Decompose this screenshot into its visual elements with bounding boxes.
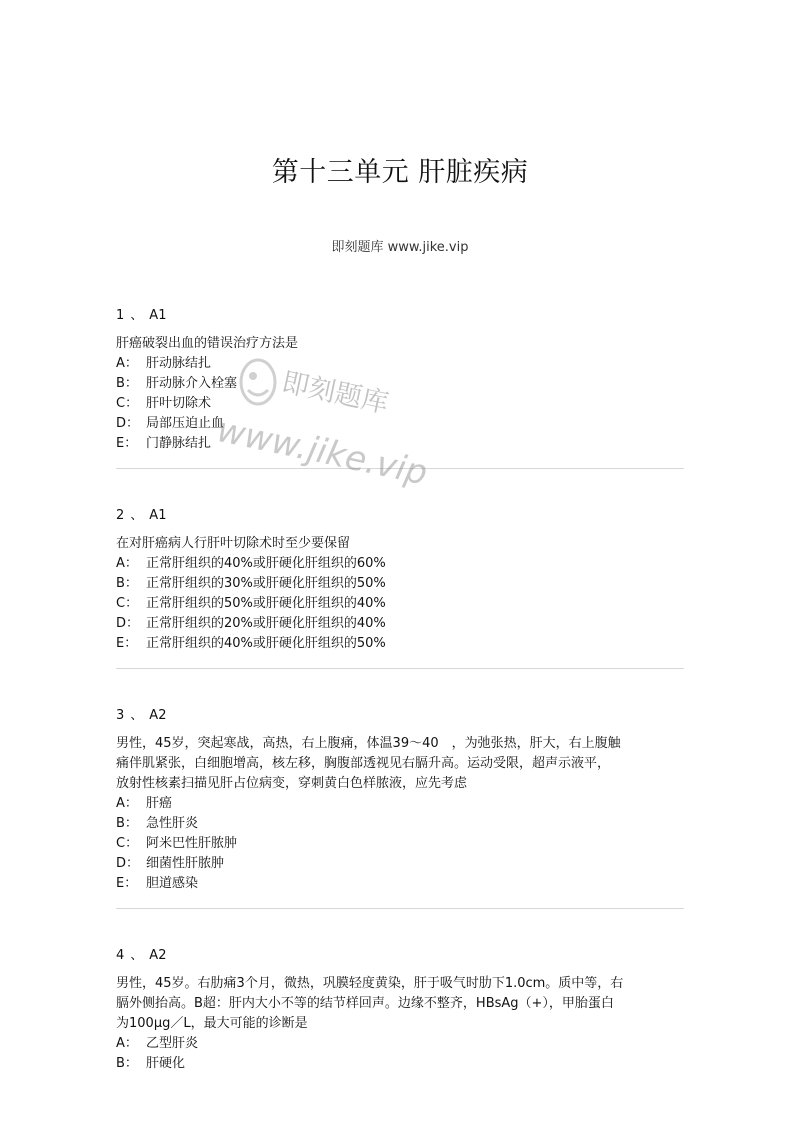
option-d: [116, 414, 686, 434]
option-text: 胆道感染: [146, 876, 199, 891]
question-stem: 肝癌破裂出血的错误治疗方法是: [116, 336, 299, 351]
question-type: A2: [149, 948, 167, 963]
option-label: A：: [116, 796, 138, 811]
option-text: 乙型肝炎: [146, 1036, 199, 1051]
option-text: 肝硬化: [146, 1056, 186, 1071]
option-label: D：: [116, 616, 140, 631]
question-number: 4: [116, 948, 125, 963]
question-header: [116, 946, 686, 966]
option-text: 肝癌: [146, 796, 173, 811]
option-label: D：: [116, 856, 140, 871]
question-stem: 在对肝癌病人行肝叶切除术时至少要保留: [116, 536, 351, 551]
option-c: [116, 394, 686, 414]
question-number: 2: [116, 508, 125, 523]
question-separator: 、: [130, 948, 144, 963]
question-separator: 、: [130, 708, 144, 723]
option-text: 急性肝炎: [146, 816, 199, 831]
option-c: [116, 834, 686, 854]
option-text: 局部压迫止血: [146, 416, 225, 431]
question-separator: 、: [130, 508, 144, 523]
question-type: A1: [149, 508, 167, 523]
option-e: [116, 634, 686, 654]
question-stem-line: 膈外侧抬高。B超：肝内大小不等的结节样回声。边缘不整齐，HBsAg（+），甲胎蛋白: [116, 996, 614, 1011]
option-text: 细菌性肝脓肿: [146, 856, 225, 871]
option-c: [116, 594, 686, 614]
question-stem-line: 放射性核素扫描见肝占位病变，穿刺黄白色样脓液，应先考虑: [116, 776, 468, 791]
question-number: 3: [116, 708, 125, 723]
option-d: [116, 614, 686, 634]
option-text: 肝动脉介入栓塞: [146, 376, 238, 391]
option-text: 门静脉结扎: [146, 436, 212, 451]
question-separator: 、: [130, 308, 144, 323]
option-label: B：: [116, 1056, 138, 1071]
option-label: E：: [116, 636, 138, 651]
question-header: [116, 506, 686, 526]
page-subtitle: 即刻题库 www.jike.vip: [331, 240, 469, 255]
option-a: [116, 794, 686, 814]
option-label: A：: [116, 556, 138, 571]
option-text: 正常肝组织的40%或肝硬化肝组织的60%: [146, 556, 386, 571]
watermark-line2: www.jike.vip: [213, 410, 431, 494]
option-label: C：: [116, 836, 139, 851]
option-e: [116, 434, 686, 454]
question-2: [116, 506, 686, 654]
question-3: [116, 706, 686, 894]
option-label: E：: [116, 436, 138, 451]
option-label: B：: [116, 576, 138, 591]
option-text: 阿米巴性肝脓肿: [146, 836, 238, 851]
page-title: 第十三单元 肝脏疾病: [271, 157, 529, 188]
option-label: A：: [116, 356, 138, 371]
option-a: [116, 354, 686, 374]
question-header: [116, 706, 686, 726]
option-label: B：: [116, 376, 138, 391]
option-a: [116, 554, 686, 574]
question-stem-line: 男性，45岁，突起寒战，高热，右上腹痛，体温39～40 ，为弛张热，肝大，右上腹触: [116, 736, 621, 751]
option-label: E：: [116, 876, 138, 891]
question-header: [116, 306, 686, 326]
option-text: 肝动脉结扎: [146, 356, 212, 371]
option-d: [116, 854, 686, 874]
question-number: 1: [116, 308, 125, 323]
question-stem-line: 痛伴肌紧张，白细胞增高，核左移，胸腹部透视见右膈升高。运动受限，超声示液平，: [116, 756, 611, 771]
option-label: A：: [116, 1036, 138, 1051]
option-label: C：: [116, 396, 139, 411]
question-stem-line: 男性，45岁。右肋痛3个月，微热，巩膜轻度黄染，肝于吸气时肋下1.0cm。质中等，右: [116, 976, 624, 991]
question-divider: [116, 668, 684, 669]
option-label: B：: [116, 816, 138, 831]
option-text: 正常肝组织的20%或肝硬化肝组织的40%: [146, 616, 386, 631]
watermark-line1: 即刻题库: [279, 366, 392, 420]
question-1: [116, 306, 686, 454]
option-b: [116, 814, 686, 834]
question-divider: [116, 908, 684, 909]
option-text: 正常肝组织的40%或肝硬化肝组织的50%: [146, 636, 386, 651]
option-b: [116, 374, 686, 394]
option-text: 肝叶切除术: [146, 396, 212, 411]
question-divider: [116, 468, 684, 469]
option-text: 正常肝组织的30%或肝硬化肝组织的50%: [146, 576, 386, 591]
option-e: [116, 874, 686, 894]
question-4: [116, 946, 686, 1074]
option-b: [116, 574, 686, 594]
option-label: C：: [116, 596, 139, 611]
question-type: A2: [149, 708, 167, 723]
option-a: [116, 1034, 686, 1054]
question-stem-line: 为100μg／L，最大可能的诊断是: [116, 1016, 308, 1031]
question-type: A1: [149, 308, 167, 323]
option-label: D：: [116, 416, 140, 431]
option-text: 正常肝组织的50%或肝硬化肝组织的40%: [146, 596, 386, 611]
option-b: [116, 1054, 686, 1074]
